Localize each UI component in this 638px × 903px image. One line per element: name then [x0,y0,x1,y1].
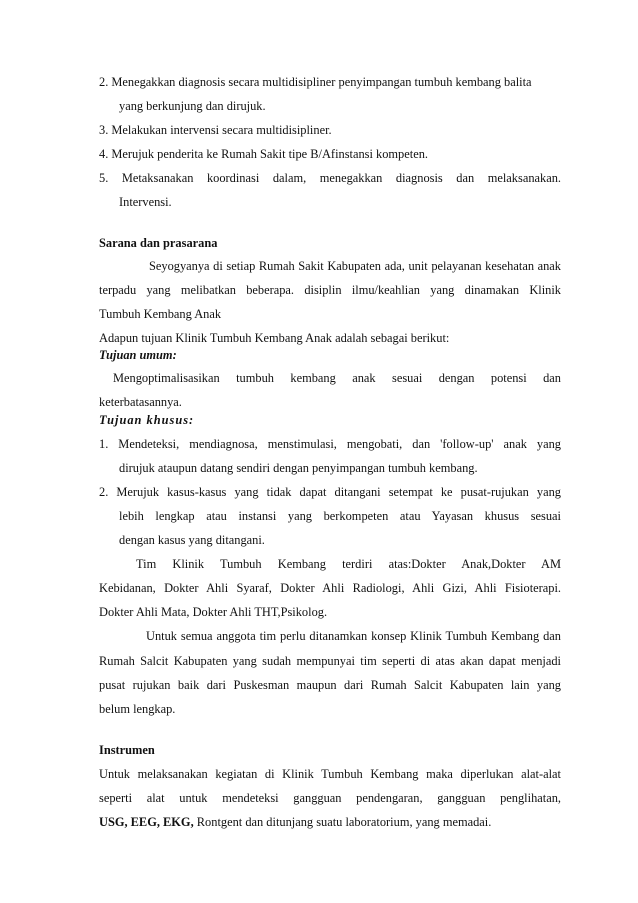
instrument-line-rest: Rontgent dan ditunjang suatu laboratorium, yang memadai. [193,815,492,829]
khusus-item-2-cont: lebih lengkap atau instansi yang berkompeten atau Yayasan khusus sesuai [119,509,561,523]
khusus-item-1: 1. Mendeteksi, mendiagnosa, menstimulasi, mengobati, dan 'follow-up' anak yang [99,437,561,451]
list1-item-2-cont: yang berkunjung dan dirujuk. [119,99,266,113]
paragraph-line: Dokter Ahli Mata, Dokter Ahli THT,Psikolog. [99,605,328,619]
heading-instrumen: Instrumen [99,743,155,757]
list1-item-2: 2. Menegakkan diagnosis secara multidisipliner penyimpangan tumbuh kembang balita [99,75,532,89]
list1-item-3: 3. Melakukan intervensi secara multidisipliner. [99,123,332,137]
paragraph-line: Untuk semua anggota tim perlu ditanamkan konsep Klinik Tumbuh Kembang dan [146,629,561,643]
paragraph-line: keterbatasannya. [99,395,182,409]
paragraph-line: pusat rujukan baik dari Puskesman maupun dari Rumah Salcit Kabupaten lain yang [99,678,561,692]
khusus-item-2: 2. Merujuk kasus-kasus yang tidak dapat ditangani setempat ke pusat-rujukan yang [99,485,561,499]
list1-item-5-cont: Intervensi. [119,195,172,209]
paragraph-line: Seyogyanya di setiap Rumah Sakit Kabupaten ada, unit pelayanan kesehatan anak [149,259,561,273]
paragraph-line: Adapun tujuan Klinik Tumbuh Kembang Anak adalah sebagai berikut: [99,331,450,345]
paragraph-line: Rumah Salcit Kabupaten yang sudah mempunyai tim seperti di atas akan dapat menjadi [99,654,561,668]
khusus-item-2-cont: dengan kasus yang ditangani. [119,533,265,547]
list1-item-5: 5. Metaksanakan koordinasi dalam, menegakkan diagnosis dan melaksanakan. [99,171,561,185]
list1-item-4: 4. Merujuk penderita ke Rumah Sakit tipe B/Afinstansi kompeten. [99,147,428,161]
paragraph-line: Tim Klinik Tumbuh Kembang terdiri atas:Dokter Anak,Dokter AM [136,557,561,571]
paragraph-line: Untuk melaksanakan kegiatan di Klinik Tumbuh Kembang maka diperlukan alat-alat [99,767,561,781]
heading-tujuan-khusus: Tujuan khusus: [99,413,195,427]
paragraph-line: belum lengkap. [99,702,176,716]
paragraph-line: Tumbuh Kembang Anak [99,307,222,321]
heading-sarana: Sarana dan prasarana [99,236,218,250]
paragraph-line: terpadu yang melibatkan beberapa. disiplin ilmu/keahlian yang dinamakan Klinik [99,283,561,297]
khusus-item-1-cont: dirujuk ataupun datang sendiri dengan penyimpangan tumbuh kembang. [119,461,478,475]
bold-instrument-list: USG, EEG, EKG, [99,815,194,829]
paragraph-line: seperti alat untuk mendeteksi gangguan pendengaran, gangguan penglihatan, [99,791,561,805]
paragraph-line: Mengoptimalisasikan tumbuh kembang anak sesuai dengan potensi dan [113,371,561,385]
paragraph-line: Kebidanan, Dokter Ahli Syaraf, Dokter Ahli Radiologi, Ahli Gizi, Ahli Fisioterapi. [99,581,561,595]
heading-tujuan-umum: Tujuan umum: [99,348,177,362]
paragraph-line [99,814,561,830]
